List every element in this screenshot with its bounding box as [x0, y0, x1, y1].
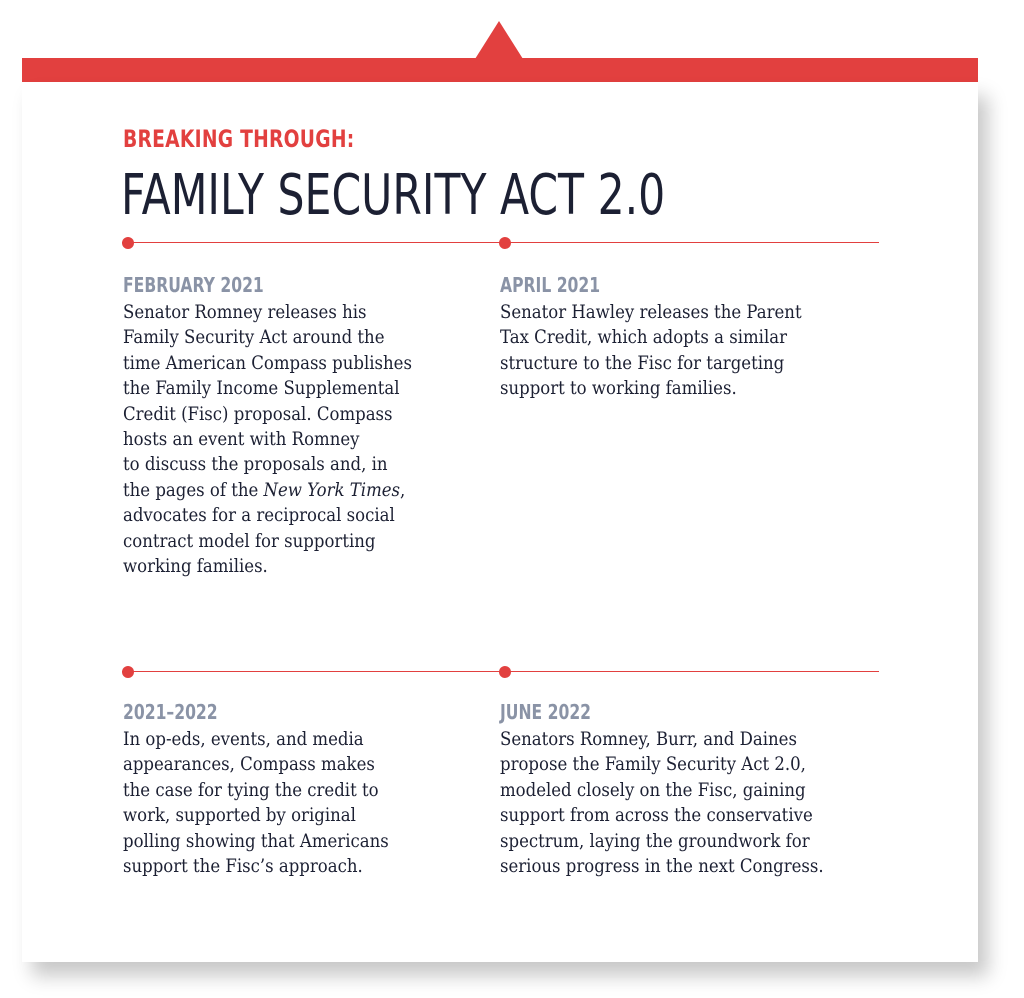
entry-date: APRIL 2021: [500, 273, 601, 297]
entry-line: the case for tying the credit to: [123, 778, 379, 801]
entry-date: FEBRUARY 2021: [123, 273, 264, 297]
entry-line: working families.: [123, 555, 268, 578]
entry-line: work, supported by original: [123, 804, 356, 827]
entry-line: hosts an event with Romney: [123, 428, 360, 451]
kicker-heading: BREAKING THROUGH:: [123, 125, 355, 153]
entry-line: support from across the conservative: [500, 804, 813, 827]
timeline-row-2: [122, 666, 879, 678]
timeline-dot: [499, 666, 511, 678]
entry-line: modeled closely on the Fisc, gaining: [500, 778, 806, 801]
entry-line: appearances, Compass makes: [123, 753, 375, 776]
entry-line-text: ,: [400, 478, 406, 501]
timeline-entry-jun-2022: [500, 699, 850, 879]
entry-line: the Family Income Supplemental: [123, 377, 400, 400]
entry-line: Family Security Act around the: [123, 326, 385, 349]
top-pointer-triangle: [475, 21, 523, 59]
publication-name: New York Times: [263, 478, 401, 501]
timeline-entry-apr-2021: [500, 272, 850, 402]
entry-line: support the Fisc’s approach.: [123, 855, 363, 878]
entry-line: to discuss the proposals and, in: [123, 453, 388, 476]
entry-body: [500, 300, 848, 402]
timeline-dot: [122, 237, 134, 249]
entry-line-with-publication: [123, 478, 471, 503]
timeline-dot: [499, 237, 511, 249]
entry-date: 2021–2022: [123, 700, 218, 724]
top-accent-bar: [22, 58, 978, 83]
entry-line: Senator Romney releases his: [123, 301, 367, 323]
entry-line: propose the Family Security Act 2.0,: [500, 753, 806, 776]
entry-line: Senator Hawley releases the Parent: [500, 301, 802, 323]
entry-line: advocates for a reciprocal social: [123, 504, 395, 527]
entry-body: [123, 300, 471, 579]
timeline-entry-2021-2022: [123, 699, 473, 879]
timeline-dot: [122, 666, 134, 678]
timeline-entry-feb-2021: [123, 272, 473, 579]
entry-line: contract model for supporting: [123, 529, 376, 552]
entry-line: Tax Credit, which adopts a similar: [500, 326, 788, 349]
entry-line: serious progress in the next Congress.: [500, 855, 824, 878]
entry-line: polling showing that Americans: [123, 829, 389, 852]
entry-line-text: the pages of the: [123, 478, 264, 501]
page-title: FAMILY SECURITY ACT 2.0: [121, 163, 666, 228]
entry-line: Credit (Fisc) proposal. Compass: [123, 402, 393, 425]
timeline-row-1: [122, 237, 879, 249]
entry-line: support to working families.: [500, 377, 737, 400]
entry-line: time American Compass publishes: [123, 351, 412, 374]
entry-line: structure to the Fisc for targeting: [500, 351, 785, 374]
entry-date: JUNE 2022: [500, 700, 592, 724]
entry-body: [500, 727, 848, 879]
entry-line: spectrum, laying the groundwork for: [500, 829, 810, 852]
entry-body: [123, 727, 471, 879]
entry-line: In op-eds, events, and media: [123, 728, 364, 750]
entry-line: Senators Romney, Burr, and Daines: [500, 728, 797, 750]
